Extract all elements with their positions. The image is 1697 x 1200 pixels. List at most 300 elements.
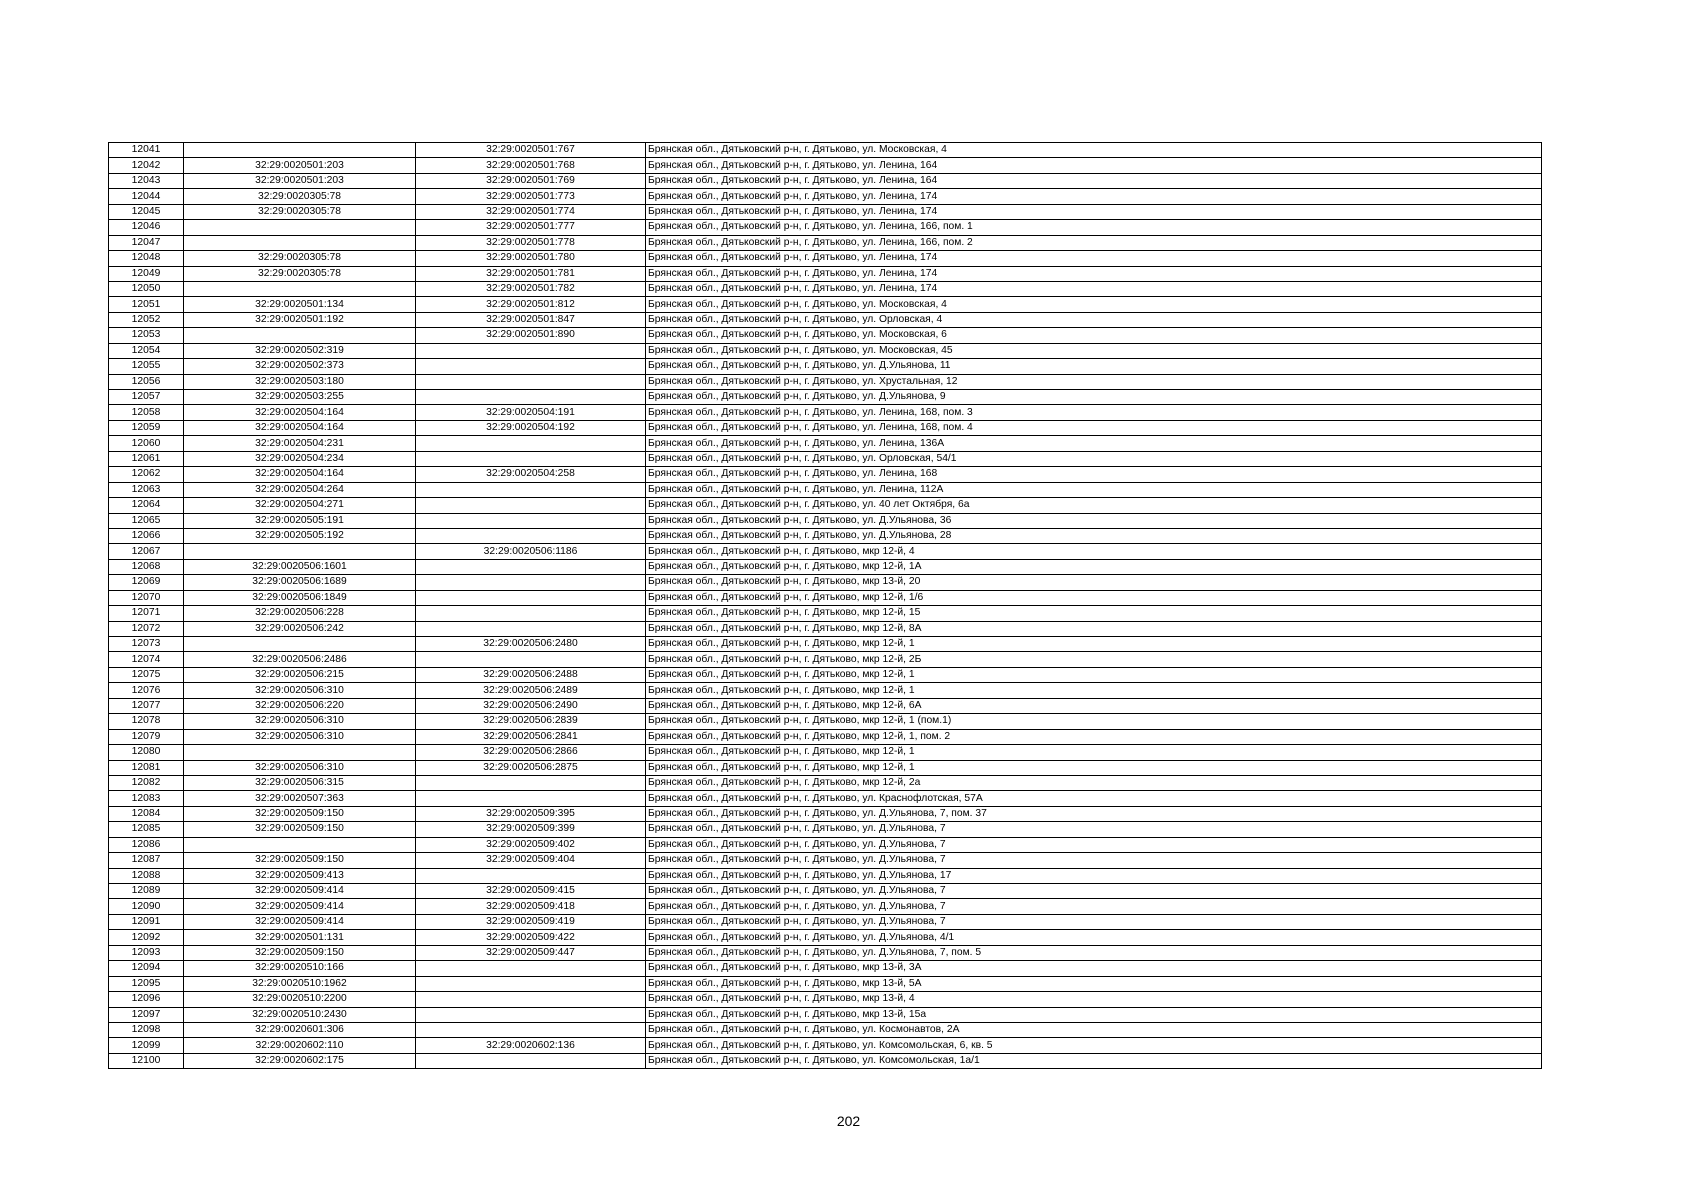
row-number-cell: 12074 bbox=[109, 652, 184, 667]
table-row bbox=[109, 914, 1542, 929]
row-number-cell: 12084 bbox=[109, 806, 184, 821]
object-cadastral-number-cell: 32:29:0020501:812 bbox=[416, 297, 646, 312]
address-cell: Брянская обл., Дятьковский р-н, г. Дятьково, мкр 13-й, 20 bbox=[646, 575, 1542, 590]
land-cadastral-number-cell: 32:29:0020506:228 bbox=[184, 606, 416, 621]
table-row bbox=[109, 992, 1542, 1007]
land-cadastral-number-cell: 32:29:0020510:2430 bbox=[184, 1007, 416, 1022]
row-number-cell: 12098 bbox=[109, 1022, 184, 1037]
address-cell: Брянская обл., Дятьковский р-н, г. Дятьково, ул. Орловская, 4 bbox=[646, 312, 1542, 327]
object-cadastral-number-cell: 32:29:0020506:2839 bbox=[416, 714, 646, 729]
table-row bbox=[109, 775, 1542, 790]
address-cell: Брянская обл., Дятьковский р-н, г. Дятьково, мкр 12-й, 1 (пом.1) bbox=[646, 714, 1542, 729]
address-cell: Брянская обл., Дятьковский р-н, г. Дятьково, ул. Московская, 4 bbox=[646, 143, 1542, 158]
land-cadastral-number-cell: 32:29:0020506:220 bbox=[184, 698, 416, 713]
land-cadastral-number-cell bbox=[184, 220, 416, 235]
address-cell: Брянская обл., Дятьковский р-н, г. Дятьково, ул. Д.Ульянова, 7 bbox=[646, 837, 1542, 852]
table-row bbox=[109, 806, 1542, 821]
table-row bbox=[109, 158, 1542, 173]
object-cadastral-number-cell bbox=[416, 374, 646, 389]
address-cell: Брянская обл., Дятьковский р-н, г. Дятьково, ул. 40 лет Октября, 6а bbox=[646, 498, 1542, 513]
row-number-cell: 12091 bbox=[109, 914, 184, 929]
row-number-cell: 12086 bbox=[109, 837, 184, 852]
object-cadastral-number-cell: 32:29:0020506:2480 bbox=[416, 637, 646, 652]
table-row bbox=[109, 374, 1542, 389]
table-row bbox=[109, 173, 1542, 188]
land-cadastral-number-cell: 32:29:0020502:373 bbox=[184, 359, 416, 374]
address-cell: Брянская обл., Дятьковский р-н, г. Дятьково, ул. Ленина, 112А bbox=[646, 482, 1542, 497]
address-cell: Брянская обл., Дятьковский р-н, г. Дятьково, ул. Д.Ульянова, 7, пом. 37 bbox=[646, 806, 1542, 821]
object-cadastral-number-cell: 32:29:0020504:192 bbox=[416, 420, 646, 435]
land-cadastral-number-cell: 32:29:0020505:192 bbox=[184, 528, 416, 543]
table-row bbox=[109, 606, 1542, 621]
row-number-cell: 12080 bbox=[109, 745, 184, 760]
object-cadastral-number-cell bbox=[416, 992, 646, 1007]
object-cadastral-number-cell: 32:29:0020509:447 bbox=[416, 945, 646, 960]
address-cell: Брянская обл., Дятьковский р-н, г. Дятьково, ул. Д.Ульянова, 7 bbox=[646, 822, 1542, 837]
address-cell: Брянская обл., Дятьковский р-н, г. Дятьково, ул. Ленина, 174 bbox=[646, 266, 1542, 281]
row-number-cell: 12051 bbox=[109, 297, 184, 312]
land-cadastral-number-cell: 32:29:0020501:203 bbox=[184, 173, 416, 188]
address-cell: Брянская обл., Дятьковский р-н, г. Дятьково, ул. Ленина, 166, пом. 2 bbox=[646, 235, 1542, 250]
row-number-cell: 12069 bbox=[109, 575, 184, 590]
address-cell: Брянская обл., Дятьковский р-н, г. Дятьково, ул. Комсомольская, 6, кв. 5 bbox=[646, 1038, 1542, 1053]
row-number-cell: 12073 bbox=[109, 637, 184, 652]
table-row bbox=[109, 297, 1542, 312]
land-cadastral-number-cell: 32:29:0020506:1689 bbox=[184, 575, 416, 590]
object-cadastral-number-cell: 32:29:0020501:768 bbox=[416, 158, 646, 173]
address-cell: Брянская обл., Дятьковский р-н, г. Дятьково, мкр 13-й, 5А bbox=[646, 976, 1542, 991]
row-number-cell: 12072 bbox=[109, 621, 184, 636]
object-cadastral-number-cell bbox=[416, 652, 646, 667]
land-cadastral-number-cell: 32:29:0020504:264 bbox=[184, 482, 416, 497]
land-cadastral-number-cell: 32:29:0020504:231 bbox=[184, 436, 416, 451]
object-cadastral-number-cell: 32:29:0020501:781 bbox=[416, 266, 646, 281]
address-cell: Брянская обл., Дятьковский р-н, г. Дятьково, ул. Краснофлотская, 57А bbox=[646, 791, 1542, 806]
row-number-cell: 12100 bbox=[109, 1053, 184, 1068]
table-row bbox=[109, 312, 1542, 327]
table-row bbox=[109, 745, 1542, 760]
address-cell: Брянская обл., Дятьковский р-н, г. Дятьково, ул. Д.Ульянова, 28 bbox=[646, 528, 1542, 543]
row-number-cell: 12062 bbox=[109, 467, 184, 482]
object-cadastral-number-cell bbox=[416, 961, 646, 976]
row-number-cell: 12085 bbox=[109, 822, 184, 837]
row-number-cell: 12090 bbox=[109, 899, 184, 914]
object-cadastral-number-cell bbox=[416, 559, 646, 574]
address-cell: Брянская обл., Дятьковский р-н, г. Дятьково, ул. Ленина, 168 bbox=[646, 467, 1542, 482]
address-cell: Брянская обл., Дятьковский р-н, г. Дятьково, ул. Космонавтов, 2А bbox=[646, 1022, 1542, 1037]
land-cadastral-number-cell bbox=[184, 143, 416, 158]
address-cell: Брянская обл., Дятьковский р-н, г. Дятьково, мкр 12-й, 1 bbox=[646, 760, 1542, 775]
table-row bbox=[109, 143, 1542, 158]
address-cell: Брянская обл., Дятьковский р-н, г. Дятьково, ул. Д.Ульянова, 4/1 bbox=[646, 930, 1542, 945]
table-row bbox=[109, 590, 1542, 605]
land-cadastral-number-cell: 32:29:0020504:164 bbox=[184, 467, 416, 482]
table-row bbox=[109, 930, 1542, 945]
object-cadastral-number-cell bbox=[416, 621, 646, 636]
object-cadastral-number-cell: 32:29:0020506:1186 bbox=[416, 544, 646, 559]
object-cadastral-number-cell: 32:29:0020501:847 bbox=[416, 312, 646, 327]
object-cadastral-number-cell bbox=[416, 775, 646, 790]
row-number-cell: 12055 bbox=[109, 359, 184, 374]
address-cell: Брянская обл., Дятьковский р-н, г. Дятьково, ул. Московская, 4 bbox=[646, 297, 1542, 312]
land-cadastral-number-cell: 32:29:0020510:2200 bbox=[184, 992, 416, 1007]
row-number-cell: 12058 bbox=[109, 405, 184, 420]
registry-table bbox=[108, 142, 1542, 1069]
object-cadastral-number-cell bbox=[416, 868, 646, 883]
object-cadastral-number-cell: 32:29:0020504:191 bbox=[416, 405, 646, 420]
table-row bbox=[109, 390, 1542, 405]
row-number-cell: 12068 bbox=[109, 559, 184, 574]
table-row bbox=[109, 1053, 1542, 1068]
table-row bbox=[109, 899, 1542, 914]
object-cadastral-number-cell: 32:29:0020501:769 bbox=[416, 173, 646, 188]
row-number-cell: 12088 bbox=[109, 868, 184, 883]
object-cadastral-number-cell: 32:29:0020509:415 bbox=[416, 884, 646, 899]
table-row bbox=[109, 220, 1542, 235]
object-cadastral-number-cell bbox=[416, 791, 646, 806]
address-cell: Брянская обл., Дятьковский р-н, г. Дятьково, мкр 13-й, 4 bbox=[646, 992, 1542, 1007]
address-cell: Брянская обл., Дятьковский р-н, г. Дятьково, мкр 12-й, 2Б bbox=[646, 652, 1542, 667]
address-cell: Брянская обл., Дятьковский р-н, г. Дятьково, ул. Ленина, 174 bbox=[646, 251, 1542, 266]
address-cell: Брянская обл., Дятьковский р-н, г. Дятьково, мкр 13-й, 15а bbox=[646, 1007, 1542, 1022]
land-cadastral-number-cell: 32:29:0020601:306 bbox=[184, 1022, 416, 1037]
row-number-cell: 12064 bbox=[109, 498, 184, 513]
land-cadastral-number-cell: 32:29:0020510:1962 bbox=[184, 976, 416, 991]
address-cell: Брянская обл., Дятьковский р-н, г. Дятьково, мкр 12-й, 1 bbox=[646, 637, 1542, 652]
table-row bbox=[109, 559, 1542, 574]
land-cadastral-number-cell: 32:29:0020506:310 bbox=[184, 729, 416, 744]
object-cadastral-number-cell: 32:29:0020602:136 bbox=[416, 1038, 646, 1053]
row-number-cell: 12041 bbox=[109, 143, 184, 158]
table-row bbox=[109, 621, 1542, 636]
object-cadastral-number-cell: 32:29:0020501:774 bbox=[416, 204, 646, 219]
address-cell: Брянская обл., Дятьковский р-н, г. Дятьково, мкр 12-й, 6А bbox=[646, 698, 1542, 713]
object-cadastral-number-cell bbox=[416, 575, 646, 590]
land-cadastral-number-cell: 32:29:0020501:192 bbox=[184, 312, 416, 327]
row-number-cell: 12057 bbox=[109, 390, 184, 405]
object-cadastral-number-cell: 32:29:0020501:767 bbox=[416, 143, 646, 158]
address-cell: Брянская обл., Дятьковский р-н, г. Дятьково, мкр 12-й, 1А bbox=[646, 559, 1542, 574]
table-row bbox=[109, 498, 1542, 513]
address-cell: Брянская обл., Дятьковский р-н, г. Дятьково, ул. Ленина, 168, пом. 3 bbox=[646, 405, 1542, 420]
table-row bbox=[109, 868, 1542, 883]
table-row bbox=[109, 405, 1542, 420]
row-number-cell: 12061 bbox=[109, 451, 184, 466]
row-number-cell: 12096 bbox=[109, 992, 184, 1007]
address-cell: Брянская обл., Дятьковский р-н, г. Дятьково, мкр 12-й, 4 bbox=[646, 544, 1542, 559]
row-number-cell: 12094 bbox=[109, 961, 184, 976]
address-cell: Брянская обл., Дятьковский р-н, г. Дятьково, мкр 13-й, 3А bbox=[646, 961, 1542, 976]
table-row bbox=[109, 652, 1542, 667]
row-number-cell: 12052 bbox=[109, 312, 184, 327]
address-cell: Брянская обл., Дятьковский р-н, г. Дятьково, мкр 12-й, 8А bbox=[646, 621, 1542, 636]
row-number-cell: 12050 bbox=[109, 281, 184, 296]
object-cadastral-number-cell bbox=[416, 1007, 646, 1022]
land-cadastral-number-cell bbox=[184, 745, 416, 760]
row-number-cell: 12060 bbox=[109, 436, 184, 451]
table-row bbox=[109, 683, 1542, 698]
table-row bbox=[109, 343, 1542, 358]
object-cadastral-number-cell bbox=[416, 1053, 646, 1068]
row-number-cell: 12043 bbox=[109, 173, 184, 188]
land-cadastral-number-cell: 32:29:0020305:78 bbox=[184, 189, 416, 204]
row-number-cell: 12053 bbox=[109, 328, 184, 343]
land-cadastral-number-cell: 32:29:0020506:310 bbox=[184, 714, 416, 729]
table-row bbox=[109, 235, 1542, 250]
row-number-cell: 12097 bbox=[109, 1007, 184, 1022]
row-number-cell: 12099 bbox=[109, 1038, 184, 1053]
land-cadastral-number-cell bbox=[184, 235, 416, 250]
object-cadastral-number-cell bbox=[416, 343, 646, 358]
land-cadastral-number-cell: 32:29:0020502:319 bbox=[184, 343, 416, 358]
object-cadastral-number-cell: 32:29:0020509:399 bbox=[416, 822, 646, 837]
row-number-cell: 12059 bbox=[109, 420, 184, 435]
address-cell: Брянская обл., Дятьковский р-н, г. Дятьково, ул. Ленина, 136А bbox=[646, 436, 1542, 451]
table-row bbox=[109, 729, 1542, 744]
row-number-cell: 12063 bbox=[109, 482, 184, 497]
table-row bbox=[109, 714, 1542, 729]
table-row bbox=[109, 251, 1542, 266]
table-row bbox=[109, 482, 1542, 497]
object-cadastral-number-cell: 32:29:0020509:419 bbox=[416, 914, 646, 929]
table-row bbox=[109, 760, 1542, 775]
land-cadastral-number-cell: 32:29:0020305:78 bbox=[184, 204, 416, 219]
land-cadastral-number-cell: 32:29:0020506:215 bbox=[184, 667, 416, 682]
row-number-cell: 12044 bbox=[109, 189, 184, 204]
land-cadastral-number-cell: 32:29:0020504:271 bbox=[184, 498, 416, 513]
object-cadastral-number-cell bbox=[416, 436, 646, 451]
object-cadastral-number-cell bbox=[416, 390, 646, 405]
address-cell: Брянская обл., Дятьковский р-н, г. Дятьково, ул. Д.Ульянова, 7, пом. 5 bbox=[646, 945, 1542, 960]
address-cell: Брянская обл., Дятьковский р-н, г. Дятьково, мкр 12-й, 1 bbox=[646, 667, 1542, 682]
object-cadastral-number-cell: 32:29:0020509:395 bbox=[416, 806, 646, 821]
land-cadastral-number-cell: 32:29:0020506:2486 bbox=[184, 652, 416, 667]
object-cadastral-number-cell bbox=[416, 528, 646, 543]
row-number-cell: 12054 bbox=[109, 343, 184, 358]
row-number-cell: 12065 bbox=[109, 513, 184, 528]
land-cadastral-number-cell: 32:29:0020305:78 bbox=[184, 266, 416, 281]
address-cell: Брянская обл., Дятьковский р-н, г. Дятьково, ул. Комсомольская, 1а/1 bbox=[646, 1053, 1542, 1068]
land-cadastral-number-cell: 32:29:0020501:131 bbox=[184, 930, 416, 945]
land-cadastral-number-cell: 32:29:0020501:203 bbox=[184, 158, 416, 173]
land-cadastral-number-cell: 32:29:0020503:180 bbox=[184, 374, 416, 389]
land-cadastral-number-cell: 32:29:0020509:150 bbox=[184, 822, 416, 837]
object-cadastral-number-cell: 32:29:0020509:418 bbox=[416, 899, 646, 914]
land-cadastral-number-cell: 32:29:0020506:1849 bbox=[184, 590, 416, 605]
table-row bbox=[109, 359, 1542, 374]
row-number-cell: 12082 bbox=[109, 775, 184, 790]
row-number-cell: 12089 bbox=[109, 884, 184, 899]
row-number-cell: 12087 bbox=[109, 853, 184, 868]
table-row bbox=[109, 189, 1542, 204]
land-cadastral-number-cell: 32:29:0020509:414 bbox=[184, 899, 416, 914]
address-cell: Брянская обл., Дятьковский р-н, г. Дятьково, ул. Д.Ульянова, 7 bbox=[646, 853, 1542, 868]
table-row bbox=[109, 945, 1542, 960]
row-number-cell: 12083 bbox=[109, 791, 184, 806]
address-cell: Брянская обл., Дятьковский р-н, г. Дятьково, ул. Д.Ульянова, 11 bbox=[646, 359, 1542, 374]
land-cadastral-number-cell: 32:29:0020510:166 bbox=[184, 961, 416, 976]
registry-table-body bbox=[109, 143, 1542, 1069]
table-row bbox=[109, 667, 1542, 682]
table-row bbox=[109, 837, 1542, 852]
table-row bbox=[109, 822, 1542, 837]
table-row bbox=[109, 1022, 1542, 1037]
address-cell: Брянская обл., Дятьковский р-н, г. Дятьково, ул. Ленина, 174 bbox=[646, 204, 1542, 219]
land-cadastral-number-cell: 32:29:0020501:134 bbox=[184, 297, 416, 312]
object-cadastral-number-cell: 32:29:0020509:402 bbox=[416, 837, 646, 852]
address-cell: Брянская обл., Дятьковский р-н, г. Дятьково, ул. Д.Ульянова, 36 bbox=[646, 513, 1542, 528]
row-number-cell: 12049 bbox=[109, 266, 184, 281]
land-cadastral-number-cell: 32:29:0020509:150 bbox=[184, 945, 416, 960]
land-cadastral-number-cell: 32:29:0020506:310 bbox=[184, 683, 416, 698]
table-row bbox=[109, 853, 1542, 868]
object-cadastral-number-cell: 32:29:0020506:2866 bbox=[416, 745, 646, 760]
land-cadastral-number-cell bbox=[184, 637, 416, 652]
object-cadastral-number-cell: 32:29:0020506:2490 bbox=[416, 698, 646, 713]
row-number-cell: 12071 bbox=[109, 606, 184, 621]
row-number-cell: 12081 bbox=[109, 760, 184, 775]
address-cell: Брянская обл., Дятьковский р-н, г. Дятьково, ул. Д.Ульянова, 7 bbox=[646, 884, 1542, 899]
address-cell: Брянская обл., Дятьковский р-н, г. Дятьково, ул. Ленина, 166, пом. 1 bbox=[646, 220, 1542, 235]
land-cadastral-number-cell: 32:29:0020602:110 bbox=[184, 1038, 416, 1053]
address-cell: Брянская обл., Дятьковский р-н, г. Дятьково, ул. Ленина, 164 bbox=[646, 173, 1542, 188]
table-row bbox=[109, 204, 1542, 219]
table-row bbox=[109, 513, 1542, 528]
row-number-cell: 12092 bbox=[109, 930, 184, 945]
address-cell: Брянская обл., Дятьковский р-н, г. Дятьково, ул. Д.Ульянова, 7 bbox=[646, 914, 1542, 929]
row-number-cell: 12077 bbox=[109, 698, 184, 713]
land-cadastral-number-cell bbox=[184, 328, 416, 343]
table-row bbox=[109, 266, 1542, 281]
row-number-cell: 12078 bbox=[109, 714, 184, 729]
address-cell: Брянская обл., Дятьковский р-н, г. Дятьково, ул. Ленина, 174 bbox=[646, 189, 1542, 204]
row-number-cell: 12075 bbox=[109, 667, 184, 682]
row-number-cell: 12046 bbox=[109, 220, 184, 235]
table-row bbox=[109, 637, 1542, 652]
row-number-cell: 12066 bbox=[109, 528, 184, 543]
object-cadastral-number-cell: 32:29:0020501:777 bbox=[416, 220, 646, 235]
object-cadastral-number-cell bbox=[416, 1022, 646, 1037]
table-row bbox=[109, 436, 1542, 451]
land-cadastral-number-cell: 32:29:0020602:175 bbox=[184, 1053, 416, 1068]
land-cadastral-number-cell: 32:29:0020505:191 bbox=[184, 513, 416, 528]
object-cadastral-number-cell bbox=[416, 606, 646, 621]
address-cell: Брянская обл., Дятьковский р-н, г. Дятьково, ул. Хрустальная, 12 bbox=[646, 374, 1542, 389]
object-cadastral-number-cell bbox=[416, 976, 646, 991]
row-number-cell: 12048 bbox=[109, 251, 184, 266]
address-cell: Брянская обл., Дятьковский р-н, г. Дятьково, мкр 12-й, 2а bbox=[646, 775, 1542, 790]
land-cadastral-number-cell: 32:29:0020509:414 bbox=[184, 884, 416, 899]
table-row bbox=[109, 328, 1542, 343]
table-row bbox=[109, 791, 1542, 806]
land-cadastral-number-cell: 32:29:0020509:150 bbox=[184, 806, 416, 821]
object-cadastral-number-cell bbox=[416, 498, 646, 513]
object-cadastral-number-cell: 32:29:0020506:2875 bbox=[416, 760, 646, 775]
table-row bbox=[109, 976, 1542, 991]
row-number-cell: 12093 bbox=[109, 945, 184, 960]
object-cadastral-number-cell: 32:29:0020504:258 bbox=[416, 467, 646, 482]
land-cadastral-number-cell bbox=[184, 281, 416, 296]
land-cadastral-number-cell bbox=[184, 837, 416, 852]
table-row bbox=[109, 528, 1542, 543]
address-cell: Брянская обл., Дятьковский р-н, г. Дятьково, мкр 12-й, 1 bbox=[646, 683, 1542, 698]
land-cadastral-number-cell: 32:29:0020504:234 bbox=[184, 451, 416, 466]
land-cadastral-number-cell: 32:29:0020503:255 bbox=[184, 390, 416, 405]
address-cell: Брянская обл., Дятьковский р-н, г. Дятьково, мкр 12-й, 1/6 bbox=[646, 590, 1542, 605]
object-cadastral-number-cell: 32:29:0020501:782 bbox=[416, 281, 646, 296]
row-number-cell: 12042 bbox=[109, 158, 184, 173]
object-cadastral-number-cell: 32:29:0020506:2488 bbox=[416, 667, 646, 682]
table-row bbox=[109, 884, 1542, 899]
object-cadastral-number-cell: 32:29:0020506:2841 bbox=[416, 729, 646, 744]
address-cell: Брянская обл., Дятьковский р-н, г. Дятьково, ул. Московская, 45 bbox=[646, 343, 1542, 358]
land-cadastral-number-cell: 32:29:0020506:242 bbox=[184, 621, 416, 636]
land-cadastral-number-cell: 32:29:0020506:315 bbox=[184, 775, 416, 790]
object-cadastral-number-cell bbox=[416, 513, 646, 528]
object-cadastral-number-cell: 32:29:0020509:422 bbox=[416, 930, 646, 945]
address-cell: Брянская обл., Дятьковский р-н, г. Дятьково, ул. Ленина, 168, пом. 4 bbox=[646, 420, 1542, 435]
row-number-cell: 12079 bbox=[109, 729, 184, 744]
address-cell: Брянская обл., Дятьковский р-н, г. Дятьково, мкр 12-й, 1, пом. 2 bbox=[646, 729, 1542, 744]
row-number-cell: 12070 bbox=[109, 590, 184, 605]
object-cadastral-number-cell: 32:29:0020501:780 bbox=[416, 251, 646, 266]
object-cadastral-number-cell: 32:29:0020506:2489 bbox=[416, 683, 646, 698]
address-cell: Брянская обл., Дятьковский р-н, г. Дятьково, ул. Ленина, 164 bbox=[646, 158, 1542, 173]
table-row bbox=[109, 281, 1542, 296]
object-cadastral-number-cell: 32:29:0020501:773 bbox=[416, 189, 646, 204]
land-cadastral-number-cell: 32:29:0020509:150 bbox=[184, 853, 416, 868]
land-cadastral-number-cell: 32:29:0020507:363 bbox=[184, 791, 416, 806]
row-number-cell: 12045 bbox=[109, 204, 184, 219]
object-cadastral-number-cell bbox=[416, 482, 646, 497]
land-cadastral-number-cell bbox=[184, 544, 416, 559]
row-number-cell: 12067 bbox=[109, 544, 184, 559]
row-number-cell: 12095 bbox=[109, 976, 184, 991]
address-cell: Брянская обл., Дятьковский р-н, г. Дятьково, ул. Орловская, 54/1 bbox=[646, 451, 1542, 466]
address-cell: Брянская обл., Дятьковский р-н, г. Дятьково, ул. Д.Ульянова, 9 bbox=[646, 390, 1542, 405]
address-cell: Брянская обл., Дятьковский р-н, г. Дятьково, ул. Ленина, 174 bbox=[646, 281, 1542, 296]
row-number-cell: 12076 bbox=[109, 683, 184, 698]
table-row bbox=[109, 1038, 1542, 1053]
land-cadastral-number-cell: 32:29:0020504:164 bbox=[184, 420, 416, 435]
land-cadastral-number-cell: 32:29:0020509:413 bbox=[184, 868, 416, 883]
object-cadastral-number-cell: 32:29:0020501:778 bbox=[416, 235, 646, 250]
object-cadastral-number-cell bbox=[416, 359, 646, 374]
land-cadastral-number-cell: 32:29:0020504:164 bbox=[184, 405, 416, 420]
page-number: 202 bbox=[836, 1113, 861, 1129]
land-cadastral-number-cell: 32:29:0020506:310 bbox=[184, 760, 416, 775]
table-row bbox=[109, 961, 1542, 976]
address-cell: Брянская обл., Дятьковский р-н, г. Дятьково, мкр 12-й, 1 bbox=[646, 745, 1542, 760]
object-cadastral-number-cell: 32:29:0020501:890 bbox=[416, 328, 646, 343]
address-cell: Брянская обл., Дятьковский р-н, г. Дятьково, ул. Д.Ульянова, 7 bbox=[646, 899, 1542, 914]
address-cell: Брянская обл., Дятьковский р-н, г. Дятьково, ул. Московская, 6 bbox=[646, 328, 1542, 343]
row-number-cell: 12056 bbox=[109, 374, 184, 389]
table-row bbox=[109, 467, 1542, 482]
object-cadastral-number-cell bbox=[416, 590, 646, 605]
table-row bbox=[109, 1007, 1542, 1022]
row-number-cell: 12047 bbox=[109, 235, 184, 250]
object-cadastral-number-cell bbox=[416, 451, 646, 466]
table-row bbox=[109, 451, 1542, 466]
land-cadastral-number-cell: 32:29:0020506:1601 bbox=[184, 559, 416, 574]
object-cadastral-number-cell: 32:29:0020509:404 bbox=[416, 853, 646, 868]
land-cadastral-number-cell: 32:29:0020509:414 bbox=[184, 914, 416, 929]
land-cadastral-number-cell: 32:29:0020305:78 bbox=[184, 251, 416, 266]
address-cell: Брянская обл., Дятьковский р-н, г. Дятьково, мкр 12-й, 15 bbox=[646, 606, 1542, 621]
table-row bbox=[109, 575, 1542, 590]
address-cell: Брянская обл., Дятьковский р-н, г. Дятьково, ул. Д.Ульянова, 17 bbox=[646, 868, 1542, 883]
